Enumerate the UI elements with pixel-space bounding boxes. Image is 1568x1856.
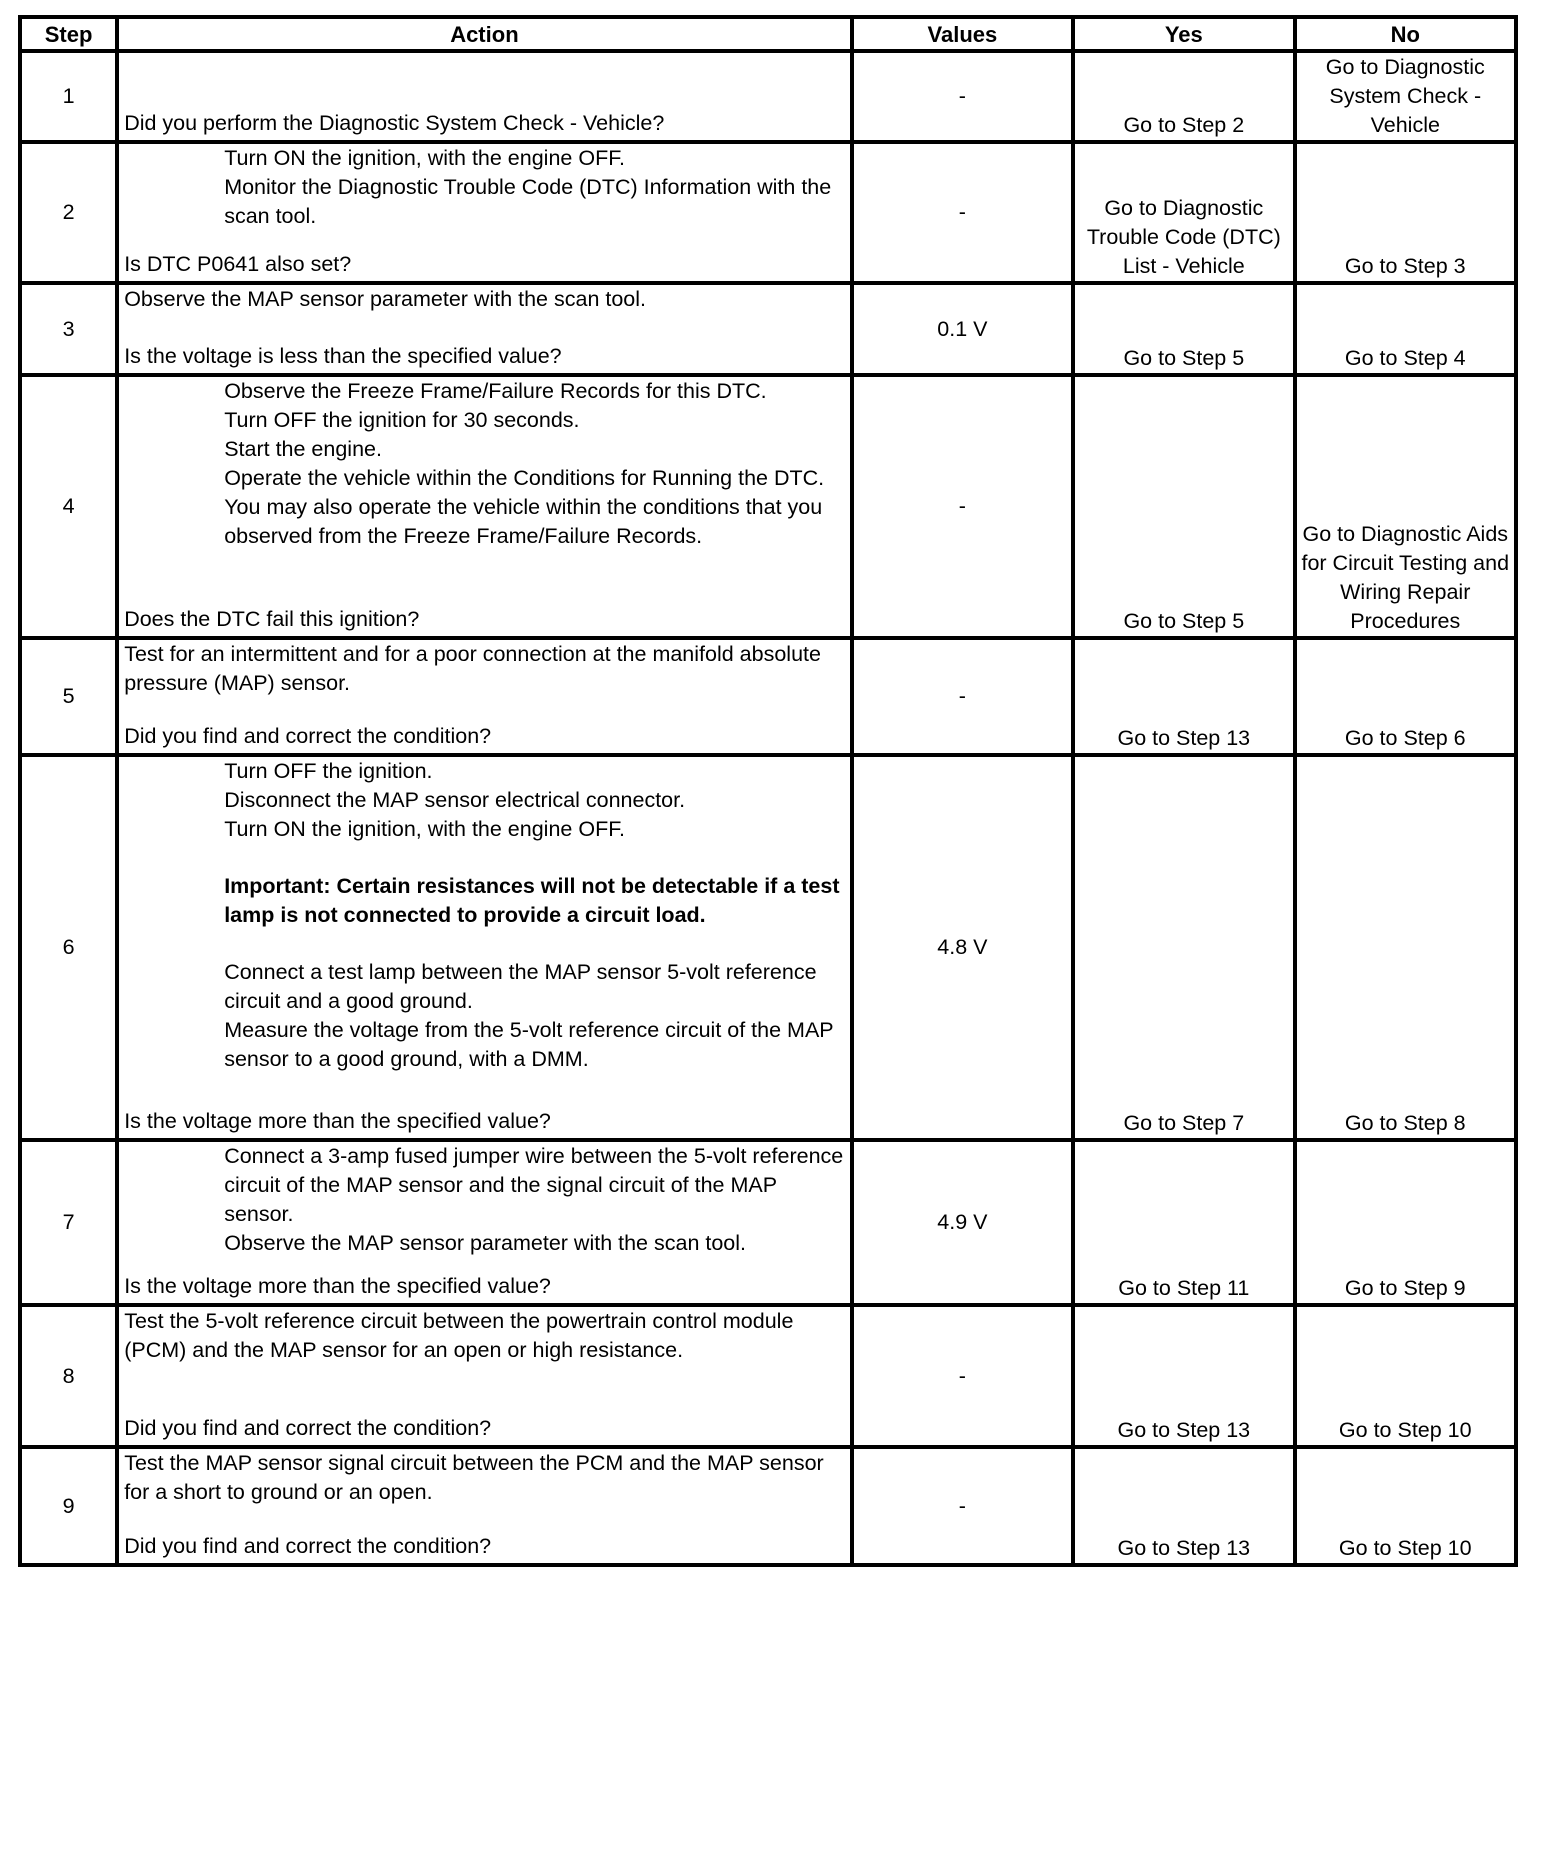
spec-value: - (852, 375, 1073, 638)
action-question: Is the voltage more than the specified value? (124, 1274, 551, 1298)
action-step-line: Monitor the Diagnostic Trouble Code (DTC) Information with the scan tool. (224, 175, 832, 228)
action-content (119, 144, 849, 281)
spec-value: 4.9 V (852, 1140, 1073, 1305)
yes-result: Go to Step 7 (1073, 755, 1294, 1140)
action-instructions (124, 640, 845, 698)
yes-result: Go to Diagnostic Trouble Code (DTC) List - Vehicle (1073, 142, 1294, 283)
action-intro: Test for an intermittent and for a poor connection at the manifold absolute pressure (MAP) sensor. (124, 642, 821, 695)
action-intro: Test the 5-volt reference circuit between the powertrain control module (PCM) and the MAP sensor for an open or high resistance. (124, 1309, 794, 1362)
step-number: 8 (20, 1305, 117, 1447)
spec-value: - (852, 1447, 1073, 1565)
action-instructions (124, 377, 845, 551)
no-result: Go to Step 3 (1295, 142, 1516, 283)
important-note: Important: Certain resistances will not be detectable if a test lamp is not connected to provide a circuit load. (224, 874, 840, 927)
action-step-line: Connect a test lamp between the MAP sensor 5-volt reference circuit and a good ground. (224, 960, 817, 1013)
action-cell (117, 1140, 851, 1305)
action-cell (117, 755, 851, 1140)
action-content (119, 377, 849, 636)
yes-result: Go to Step 2 (1073, 51, 1294, 142)
action-content (119, 640, 849, 753)
action-steps (124, 377, 845, 551)
spec-value: 4.8 V (852, 755, 1073, 1140)
action-intro: Test the MAP sensor signal circuit between the PCM and the MAP sensor for a short to ground or an open. (124, 1451, 824, 1504)
action-instructions (124, 285, 845, 314)
action-instructions (124, 1142, 845, 1258)
action-step-line: Start the engine. (224, 437, 382, 461)
spec-value: - (852, 1305, 1073, 1447)
action-step-line: Turn ON the ignition, with the engine OFF. (224, 817, 625, 841)
no-result: Go to Step 9 (1295, 1140, 1516, 1305)
action-question: Did you perform the Diagnostic System Check - Vehicle? (124, 111, 665, 135)
action-step-line: Observe the MAP sensor parameter with the scan tool. (224, 1231, 747, 1255)
no-result: Go to Step 10 (1295, 1447, 1516, 1565)
table-row (20, 1447, 1516, 1565)
yes-result: Go to Step 5 (1073, 283, 1294, 375)
header-no: No (1295, 17, 1516, 51)
spec-value: - (852, 638, 1073, 755)
action-step-line: Turn OFF the ignition. (224, 759, 433, 783)
header-step: Step (20, 17, 117, 51)
no-result: Go to Step 10 (1295, 1305, 1516, 1447)
action-cell (117, 283, 851, 375)
action-question: Did you find and correct the condition? (124, 1534, 492, 1558)
yes-result: Go to Step 11 (1073, 1140, 1294, 1305)
table-row (20, 142, 1516, 283)
action-question: Is the voltage is less than the specified value? (124, 344, 562, 368)
action-cell (117, 51, 851, 142)
no-result: Go to Diagnostic System Check - Vehicle (1295, 51, 1516, 142)
table-row (20, 755, 1516, 1140)
action-content (119, 53, 849, 140)
step-number: 2 (20, 142, 117, 283)
action-content (119, 285, 849, 373)
no-result: Go to Diagnostic Aids for Circuit Testing and Wiring Repair Procedures (1295, 375, 1516, 638)
action-intro: Observe the MAP sensor parameter with the scan tool. (124, 287, 647, 311)
step-number: 4 (20, 375, 117, 638)
action-content (119, 757, 849, 1138)
diagnostic-table (18, 15, 1518, 1567)
action-question: Is DTC P0641 also set? (124, 252, 352, 276)
action-content (119, 1142, 849, 1303)
step-number: 6 (20, 755, 117, 1140)
action-question: Is the voltage more than the specified value? (124, 1109, 551, 1133)
action-step-line: Connect a 3-amp fused jumper wire between the 5-volt reference circuit of the MAP sensor and the signal circuit of the MAP sensor. (224, 1144, 844, 1226)
step-number: 1 (20, 51, 117, 142)
table-row (20, 638, 1516, 755)
action-question: Did you find and correct the condition? (124, 724, 492, 748)
action-step-line: Operate the vehicle within the Conditions for Running the DTC. You may also operate the vehicle within the conditions that you observed from the Freeze Frame/Failure Records. (224, 466, 825, 548)
action-step-line: Turn ON the ignition, with the engine OFF. (224, 146, 625, 170)
action-question: Did you find and correct the condition? (124, 1416, 492, 1440)
action-step-line: Observe the Freeze Frame/Failure Records for this DTC. (224, 379, 767, 403)
spec-value: - (852, 142, 1073, 283)
action-steps (124, 1142, 845, 1258)
no-result: Go to Step 4 (1295, 283, 1516, 375)
action-steps (124, 144, 845, 231)
header-action: Action (117, 17, 851, 51)
action-instructions (124, 1449, 845, 1507)
action-step-line: Measure the voltage from the 5-volt reference circuit of the MAP sensor to a good ground, with a DMM. (224, 1018, 834, 1071)
action-step-line: Disconnect the MAP sensor electrical connector. (224, 788, 686, 812)
no-result: Go to Step 6 (1295, 638, 1516, 755)
spec-value: - (852, 51, 1073, 142)
step-number: 9 (20, 1447, 117, 1565)
no-result: Go to Step 8 (1295, 755, 1516, 1140)
action-instructions (124, 1307, 845, 1365)
table-row (20, 1305, 1516, 1447)
header-row (20, 17, 1516, 51)
action-cell (117, 142, 851, 283)
yes-result: Go to Step 13 (1073, 1305, 1294, 1447)
action-content (119, 1307, 849, 1445)
action-content (119, 1449, 849, 1563)
action-instructions (124, 144, 845, 231)
action-steps (124, 757, 845, 1074)
header-values: Values (852, 17, 1073, 51)
yes-result: Go to Step 13 (1073, 1447, 1294, 1565)
spec-value: 0.1 V (852, 283, 1073, 375)
header-yes: Yes (1073, 17, 1294, 51)
table-row (20, 283, 1516, 375)
yes-result: Go to Step 13 (1073, 638, 1294, 755)
table-row (20, 51, 1516, 142)
action-question: Does the DTC fail this ignition? (124, 607, 420, 631)
action-step-line: Turn OFF the ignition for 30 seconds. (224, 408, 580, 432)
action-cell (117, 1305, 851, 1447)
action-cell (117, 1447, 851, 1565)
action-cell (117, 375, 851, 638)
action-instructions (124, 757, 845, 1074)
step-number: 3 (20, 283, 117, 375)
yes-result: Go to Step 5 (1073, 375, 1294, 638)
step-number: 7 (20, 1140, 117, 1305)
table-row (20, 1140, 1516, 1305)
step-number: 5 (20, 638, 117, 755)
action-cell (117, 638, 851, 755)
table-row (20, 375, 1516, 638)
